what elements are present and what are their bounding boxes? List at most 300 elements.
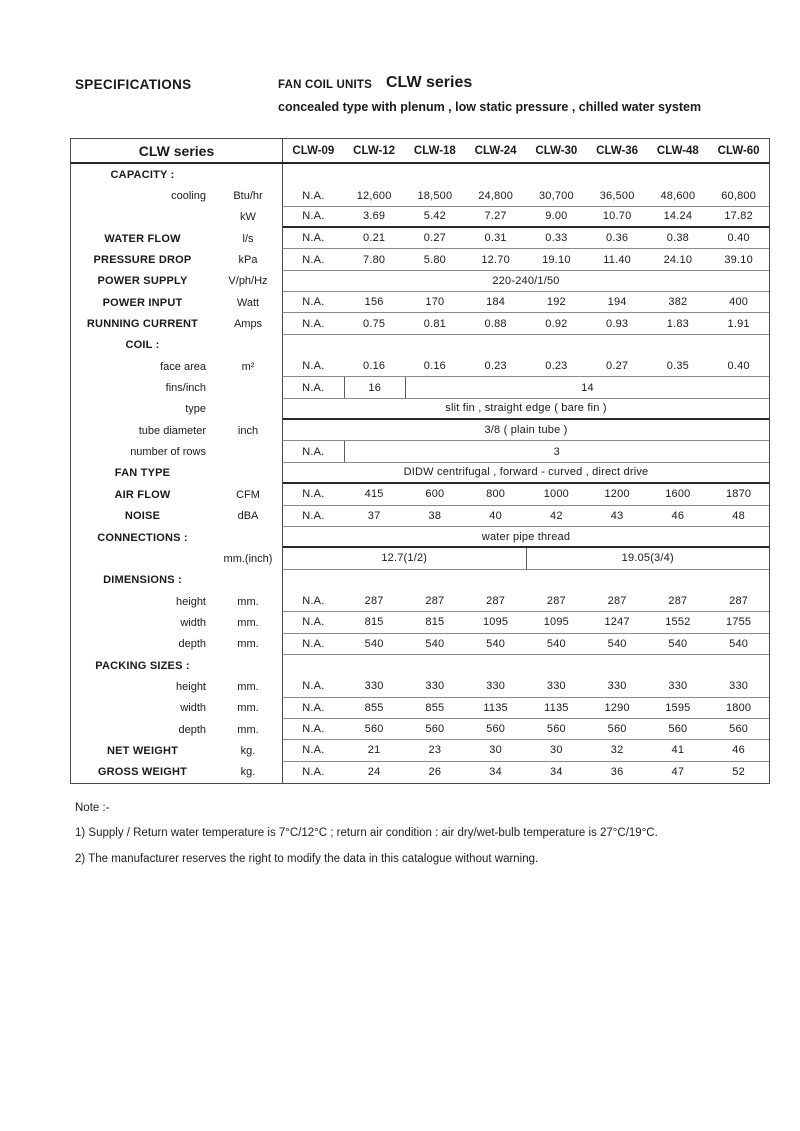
- column-header: CLW-36: [596, 144, 639, 157]
- value-cell: 1290: [604, 701, 630, 714]
- value-cell: 192: [546, 296, 566, 309]
- value-cell: 12.70: [481, 253, 510, 266]
- row-values: [282, 634, 769, 655]
- value-cell: 47: [671, 766, 685, 779]
- spec-row-fan-type: [71, 463, 769, 484]
- spec-row-dim-width: [71, 612, 769, 633]
- value-cell: 330: [607, 680, 627, 693]
- row-unit: mm.: [237, 595, 259, 608]
- value-cell: N.A.: [302, 232, 325, 245]
- row-label-group: [71, 570, 282, 591]
- row-label-group: [71, 698, 282, 719]
- row-unit: Btu/hr: [233, 190, 263, 203]
- row-values: [282, 506, 769, 527]
- column-header: CLW-30: [535, 144, 578, 157]
- value-cell: 26: [428, 766, 442, 779]
- value-cell: 34: [550, 766, 563, 779]
- row-unit: Amps: [233, 318, 263, 331]
- value-cell: 287: [607, 595, 627, 608]
- row-label-group: [71, 441, 282, 462]
- row-label: width: [180, 702, 206, 715]
- value-cell: N.A.: [302, 317, 325, 330]
- note-item-1: 1) Supply / Return water temperature is 7°C/12°C ; return air condition : air dry/wet-bulb temperature is 27°C/19°C.: [75, 827, 658, 839]
- value-cell: 560: [546, 723, 566, 736]
- spec-row-power-supply: [71, 271, 769, 292]
- value-cell: 540: [364, 637, 384, 650]
- value-cell: 0.23: [484, 360, 507, 373]
- value-cell: 46: [671, 509, 685, 522]
- value-cell: 1.91: [727, 317, 750, 330]
- note-item-2: 2) The manufacturer reserves the right to modify the data in this catalogue without warning.: [75, 853, 539, 865]
- corner-cell: CLW series: [138, 142, 215, 159]
- value-cell: 330: [668, 680, 688, 693]
- row-label: FAN TYPE: [114, 467, 171, 480]
- spec-row-pipe-size: [71, 548, 769, 569]
- value-cell: N.A.: [302, 595, 325, 608]
- value-cell: 1247: [604, 616, 630, 629]
- row-values: [282, 399, 769, 420]
- row-label: tube diameter: [138, 424, 206, 437]
- row-values: [282, 356, 769, 377]
- value-cell: 540: [546, 637, 566, 650]
- value-cell: 0.16: [363, 360, 386, 373]
- notes-block: [75, 802, 658, 877]
- row-values: [282, 228, 769, 249]
- row-label: COIL :: [125, 339, 160, 352]
- value-cell: N.A.: [302, 189, 325, 202]
- value-cell: 0.16: [423, 360, 446, 373]
- spec-row-water-flow: [71, 228, 769, 249]
- column-headers: [282, 139, 769, 162]
- row-label-group: [71, 356, 282, 377]
- spec-row-connections: [71, 527, 769, 548]
- value-cell: 52: [732, 766, 745, 779]
- row-label: face area: [160, 360, 206, 373]
- spec-row-cooling-btuhr: [71, 185, 769, 206]
- span-cell: 16: [345, 377, 407, 397]
- value-cell: 855: [425, 701, 445, 714]
- value-cell: N.A.: [302, 744, 325, 757]
- spec-row-fin-type: [71, 399, 769, 420]
- notes-heading: Note :-: [75, 802, 110, 814]
- row-label-group: [71, 719, 282, 740]
- value-cell: 600: [425, 488, 445, 501]
- value-cell: 1595: [665, 701, 691, 714]
- value-cell: 156: [364, 296, 384, 309]
- value-cell: N.A.: [302, 680, 325, 693]
- row-label-group: [71, 612, 282, 633]
- row-values: [282, 249, 769, 270]
- row-unit: kg.: [240, 766, 256, 779]
- row-unit: [214, 399, 282, 420]
- row-label: WATER FLOW: [104, 232, 181, 245]
- row-unit: [214, 377, 282, 398]
- spec-row-pack-depth: [71, 719, 769, 740]
- value-cell: 1095: [543, 616, 570, 629]
- value-cell: 855: [364, 701, 384, 714]
- value-cell: N.A.: [302, 488, 325, 501]
- value-cell: 1800: [725, 701, 752, 714]
- value-cell: 0.38: [666, 232, 689, 245]
- value-cell: 18,500: [417, 189, 453, 202]
- value-cell: 7.27: [484, 210, 507, 223]
- row-unit: m²: [241, 360, 255, 373]
- value-cell: 0.81: [423, 317, 446, 330]
- row-values: [282, 548, 769, 569]
- column-header: CLW-24: [474, 144, 517, 157]
- series-subtitle: concealed type with plenum , low static pressure , chilled water system: [278, 100, 702, 114]
- value-cell: 560: [668, 723, 688, 736]
- value-cell: 30: [489, 744, 502, 757]
- value-cell: 287: [425, 595, 445, 608]
- page-title: SPECIFICATIONS: [75, 77, 192, 92]
- value-cell: 287: [486, 595, 506, 608]
- value-cell: N.A.: [302, 509, 325, 522]
- row-label: PRESSURE DROP: [93, 254, 192, 267]
- specifications-table: [70, 138, 770, 784]
- row-label: [71, 207, 214, 228]
- column-header: CLW-48: [656, 144, 699, 157]
- row-label-group: [71, 207, 282, 228]
- spec-row-pack-height: [71, 676, 769, 697]
- row-label-group: [71, 271, 282, 292]
- value-cell: N.A.: [302, 637, 325, 650]
- row-values: [282, 313, 769, 334]
- row-values: [282, 527, 769, 548]
- row-unit: CFM: [236, 488, 260, 501]
- table-header-row: [71, 139, 769, 164]
- span-cell: 220-240/1/50: [492, 274, 560, 287]
- span-cell: 12.7(1/2): [283, 548, 527, 568]
- row-label-group: [71, 164, 282, 185]
- value-cell: 36: [610, 766, 624, 779]
- row-values: [282, 185, 769, 206]
- value-cell: 36,500: [599, 189, 635, 202]
- value-cell: 1755: [725, 616, 752, 629]
- row-values: [282, 719, 769, 740]
- value-cell: 48,600: [660, 189, 696, 202]
- row-label-group: [71, 463, 282, 484]
- row-unit: mm.: [237, 723, 259, 736]
- value-cell: 382: [668, 296, 688, 309]
- value-cell: 0.21: [363, 232, 386, 245]
- spec-row-running-current: [71, 313, 769, 334]
- value-cell: 24.10: [663, 253, 693, 266]
- value-cell: 0.33: [545, 232, 568, 245]
- row-label: CONNECTIONS :: [97, 531, 188, 544]
- spec-row-packing-section: [71, 655, 769, 676]
- value-cell: 330: [364, 680, 384, 693]
- row-label: POWER INPUT: [102, 296, 183, 309]
- value-cell: 287: [364, 595, 384, 608]
- spec-row-number-of-rows: [71, 441, 769, 462]
- row-unit: kg.: [240, 744, 256, 757]
- spec-row-pressure-drop: [71, 249, 769, 270]
- value-cell: 540: [607, 637, 627, 650]
- spec-row-cooling-kw: [71, 207, 769, 228]
- row-unit: l/s: [242, 232, 254, 245]
- row-label: PACKING SIZES :: [95, 659, 190, 672]
- value-cell: 7.80: [363, 253, 386, 266]
- row-label: DIMENSIONS :: [103, 574, 182, 587]
- row-label: depth: [178, 638, 206, 651]
- row-label-group: [71, 228, 282, 249]
- spec-row-gross-weight: [71, 762, 769, 783]
- row-unit: inch: [237, 424, 259, 437]
- row-unit: mm.: [237, 616, 259, 629]
- value-cell: 560: [729, 723, 749, 736]
- span-cell: 14: [581, 381, 594, 394]
- value-cell: 170: [425, 296, 445, 309]
- value-cell: 41: [671, 744, 685, 757]
- row-label-group: [71, 484, 282, 505]
- row-label-group: [71, 762, 282, 783]
- value-cell: 0.31: [484, 232, 507, 245]
- product-line-label: FAN COIL UNITS: [278, 79, 372, 91]
- value-cell: 12,600: [356, 189, 392, 202]
- row-unit: [214, 164, 282, 185]
- row-label-group: [71, 548, 282, 569]
- value-cell: 560: [425, 723, 445, 736]
- row-label: POWER SUPPLY: [97, 275, 188, 288]
- value-cell: 184: [486, 296, 506, 309]
- value-cell: 540: [729, 637, 749, 650]
- column-header: CLW-12: [353, 144, 396, 157]
- span-cell: 3: [553, 445, 560, 458]
- value-cell: 37: [367, 509, 381, 522]
- row-label: AIR FLOW: [114, 488, 171, 501]
- value-cell: 1600: [665, 488, 691, 501]
- row-label-group: [71, 676, 282, 697]
- row-unit: [214, 463, 282, 484]
- value-cell: 21: [367, 744, 381, 757]
- value-cell: 17.82: [724, 210, 753, 223]
- row-values: [282, 740, 769, 761]
- row-label: NET WEIGHT: [106, 744, 179, 757]
- span-cell: 3/8 ( plain tube ): [484, 424, 568, 437]
- value-cell: 815: [364, 616, 384, 629]
- row-label: width: [180, 616, 206, 629]
- row-label: CAPACITY :: [110, 168, 175, 181]
- value-cell: 3.69: [363, 210, 386, 223]
- row-label-group: [71, 634, 282, 655]
- value-cell: 330: [546, 680, 566, 693]
- spec-row-dimensions-section: [71, 570, 769, 591]
- row-label-group: [71, 292, 282, 313]
- value-cell: 0.93: [606, 317, 629, 330]
- row-values: [282, 570, 769, 591]
- value-cell: 815: [425, 616, 445, 629]
- spec-row-fins-inch: [71, 377, 769, 398]
- value-cell: 1870: [725, 488, 752, 501]
- value-cell: N.A.: [302, 296, 325, 309]
- series-title: CLW series: [386, 74, 473, 91]
- row-label: [71, 548, 214, 569]
- value-cell: 11.40: [603, 253, 631, 266]
- row-values: [282, 698, 769, 719]
- spec-row-noise: [71, 506, 769, 527]
- row-values: [282, 420, 769, 441]
- value-cell: N.A.: [302, 766, 325, 779]
- spec-row-dim-depth: [71, 634, 769, 655]
- value-cell: 9.00: [545, 210, 568, 223]
- value-cell: N.A.: [302, 253, 325, 266]
- row-unit: mm.: [237, 680, 259, 693]
- value-cell: 60,800: [721, 189, 757, 202]
- value-cell: 34: [489, 766, 502, 779]
- value-cell: 0.36: [606, 232, 629, 245]
- span-cell: DIDW centrifugal , forward - curved , direct drive: [403, 466, 649, 479]
- row-values: [282, 591, 769, 612]
- value-cell: 540: [668, 637, 688, 650]
- row-label-group: [71, 655, 282, 676]
- row-label-group: [71, 313, 282, 334]
- row-values: [282, 762, 769, 783]
- value-cell: 287: [668, 595, 688, 608]
- row-values: [282, 655, 769, 676]
- value-cell: N.A.: [302, 360, 325, 373]
- value-cell: 560: [486, 723, 506, 736]
- row-values: [282, 292, 769, 313]
- row-label: cooling: [171, 190, 206, 203]
- row-unit: [214, 655, 282, 676]
- row-label: fins/inch: [165, 382, 206, 395]
- row-label-group: [71, 591, 282, 612]
- span-cell: N.A.: [283, 377, 345, 397]
- value-cell: 540: [486, 637, 506, 650]
- value-cell: 560: [364, 723, 384, 736]
- value-cell: 46: [732, 744, 745, 757]
- value-cell: N.A.: [302, 723, 325, 736]
- row-label: height: [176, 595, 206, 608]
- value-cell: 330: [486, 680, 506, 693]
- value-cell: 1200: [604, 488, 630, 501]
- value-cell: 0.40: [727, 360, 750, 373]
- row-values: [282, 484, 769, 505]
- row-label: GROSS WEIGHT: [97, 766, 188, 779]
- value-cell: 5.42: [423, 210, 446, 223]
- row-label: number of rows: [130, 446, 206, 459]
- row-unit: V/ph/Hz: [228, 275, 268, 288]
- column-header: CLW-09: [292, 144, 335, 157]
- value-cell: 1135: [483, 701, 508, 714]
- value-cell: 400: [729, 296, 749, 309]
- spec-row-dim-height: [71, 591, 769, 612]
- row-label-group: [71, 249, 282, 270]
- value-cell: N.A.: [302, 210, 325, 223]
- row-label-group: [71, 740, 282, 761]
- value-cell: 560: [607, 723, 627, 736]
- value-cell: 415: [364, 488, 384, 501]
- span-cell: water pipe thread: [481, 530, 571, 543]
- value-cell: 0.40: [727, 232, 750, 245]
- spec-row-power-input: [71, 292, 769, 313]
- row-label-group: [71, 527, 282, 548]
- value-cell: 40: [489, 509, 502, 522]
- value-cell: 19.10: [542, 253, 571, 266]
- spec-row-face-area: [71, 356, 769, 377]
- value-cell: 194: [607, 296, 627, 309]
- row-unit: [214, 441, 282, 462]
- row-values: [282, 207, 769, 228]
- row-label: NOISE: [124, 510, 161, 523]
- row-label: depth: [178, 723, 206, 736]
- value-cell: 23: [428, 744, 442, 757]
- value-cell: 30,700: [538, 189, 574, 202]
- span-cell: slit fin , straight edge ( bare fin ): [445, 402, 607, 415]
- value-cell: 42: [550, 509, 563, 522]
- value-cell: 1095: [482, 616, 509, 629]
- row-label-group: [71, 399, 282, 420]
- row-label-group: [71, 506, 282, 527]
- value-cell: 1552: [665, 616, 691, 629]
- value-cell: 10.70: [602, 210, 632, 223]
- value-cell: 1000: [543, 488, 570, 501]
- row-label: RUNNING CURRENT: [86, 318, 199, 331]
- value-cell: 0.27: [606, 360, 629, 373]
- row-values: [282, 377, 769, 398]
- column-header: CLW-60: [717, 144, 760, 157]
- column-header: CLW-18: [413, 144, 456, 157]
- row-values: [282, 441, 769, 462]
- value-cell: 39.10: [724, 253, 753, 266]
- spec-row-tube-diameter: [71, 420, 769, 441]
- span-cell: 19.05(3/4): [621, 552, 674, 565]
- row-label-group: [71, 377, 282, 398]
- row-unit: mm.(inch): [223, 552, 273, 565]
- value-cell: 32: [610, 744, 624, 757]
- spec-row-coil-section: [71, 335, 769, 356]
- value-cell: N.A.: [302, 616, 325, 629]
- value-cell: 800: [486, 488, 506, 501]
- row-label: height: [176, 680, 206, 693]
- row-unit: [214, 570, 282, 591]
- table-rows: [71, 164, 769, 783]
- row-values: [282, 612, 769, 633]
- value-cell: 540: [425, 637, 445, 650]
- value-cell: 0.75: [363, 317, 386, 330]
- row-values: [282, 271, 769, 292]
- row-values: [282, 335, 769, 356]
- row-values: [282, 676, 769, 697]
- value-cell: 0.23: [545, 360, 568, 373]
- row-label-group: [71, 335, 282, 356]
- value-cell: 38: [428, 509, 442, 522]
- value-cell: 30: [550, 744, 563, 757]
- value-cell: 287: [546, 595, 566, 608]
- spec-row-capacity-section: [71, 164, 769, 185]
- value-cell: 1135: [544, 701, 569, 714]
- spec-row-net-weight: [71, 740, 769, 761]
- spec-row-air-flow: [71, 484, 769, 505]
- value-cell: N.A.: [302, 701, 325, 714]
- value-cell: 287: [729, 595, 749, 608]
- value-cell: 330: [729, 680, 749, 693]
- value-cell: 48: [732, 509, 745, 522]
- row-unit: [214, 335, 282, 356]
- row-unit: mm.: [237, 638, 259, 651]
- row-values: [282, 164, 769, 185]
- row-label-group: [71, 420, 282, 441]
- row-unit: [214, 527, 282, 548]
- value-cell: 330: [425, 680, 445, 693]
- row-label-group: [71, 185, 282, 206]
- value-cell: 24: [367, 766, 381, 779]
- span-cell: N.A.: [283, 441, 345, 461]
- value-cell: 5.80: [423, 253, 446, 266]
- value-cell: 0.88: [484, 317, 507, 330]
- row-unit: Watt: [236, 296, 260, 309]
